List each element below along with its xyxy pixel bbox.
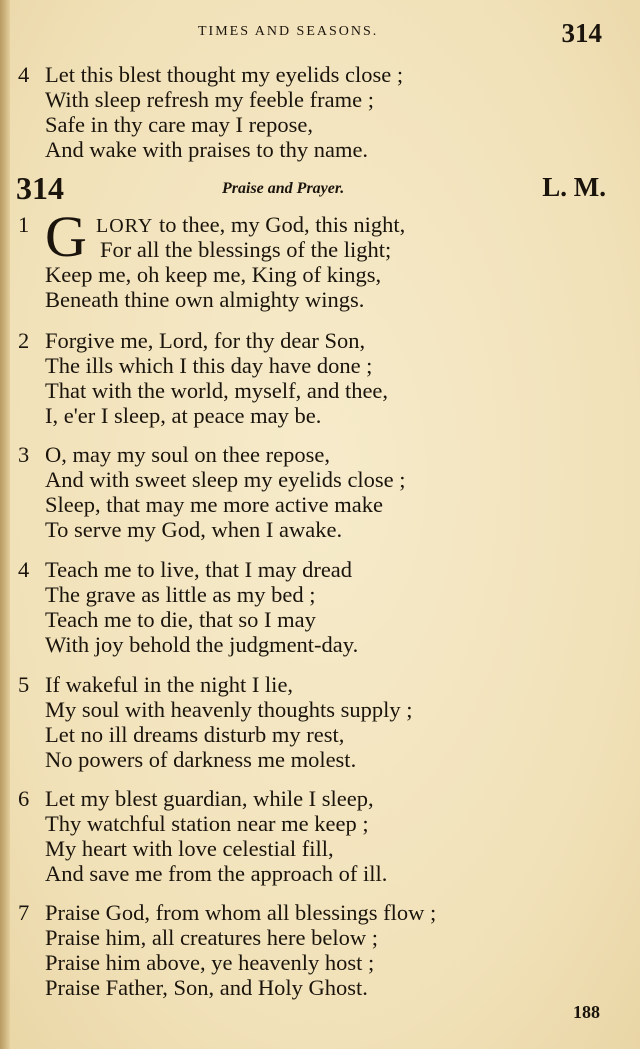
signature-mark: 188 — [573, 1002, 600, 1022]
hymn-verse-3 — [18, 442, 406, 542]
verse-line: For all the blessings of the light; — [100, 237, 392, 262]
verse-line: The ills which I this day have done ; — [45, 353, 373, 378]
verse-line: 6 Let my blest guardian, while I sleep, — [18, 786, 374, 811]
verse-line: 5 If wakeful in the night I lie, — [18, 672, 294, 697]
verse-line: 7 Praise God, from whom all blessings flow ; — [18, 900, 437, 925]
verse-line: And save me from the approach of ill. — [45, 861, 388, 886]
hymn-verse-2 — [18, 328, 388, 428]
verse-line: Safe in thy care may I repose, — [45, 112, 314, 137]
verse-line: 4 Let this blest thought my eyelids close ; — [18, 62, 404, 87]
verse-number: 4 — [18, 62, 30, 87]
verse-line: That with the world, myself, and thee, — [45, 378, 389, 403]
hymn-verse-5 — [18, 672, 413, 772]
verse-number: 2 — [18, 328, 30, 353]
verse-line: With sleep refresh my feeble frame ; — [45, 87, 374, 112]
verse-line: 4 Teach me to live, that I may dread — [18, 557, 353, 582]
verse-number: 3 — [18, 442, 30, 467]
verse-line: Praise him, all creatures here below ; — [45, 925, 378, 950]
hymn-verse-6 — [18, 786, 387, 886]
verse-line: Keep me, oh keep me, King of kings, — [45, 262, 382, 287]
verse-number: 7 — [18, 900, 30, 925]
verse-number: 1 — [18, 212, 30, 237]
verse-line: And with sweet sleep my eyelids close ; — [45, 467, 406, 492]
verse-line: No powers of darkness me molest. — [45, 747, 357, 772]
hymn-meter: L. M. — [542, 172, 606, 202]
verse-line: 3 O, may my soul on thee repose, — [18, 442, 330, 467]
hymn-header — [16, 170, 606, 210]
verse-number: 4 — [18, 557, 30, 582]
hymn-page-label: 314 — [561, 18, 602, 48]
verse-number: 5 — [18, 672, 30, 697]
verse-line: Beneath thine own almighty wings. — [45, 287, 365, 312]
verse-line: My soul with heavenly thoughts supply ; — [45, 697, 413, 722]
verse-line: Praise Father, Son, and Holy Ghost. — [45, 975, 368, 1000]
hymn-verse-1 — [18, 204, 618, 312]
drop-cap: G — [45, 204, 87, 269]
hymn-number: 314 — [16, 170, 64, 206]
running-header: TIMES AND SEASONS. — [198, 24, 379, 39]
verse-line: Sleep, that may me more active make — [45, 492, 383, 517]
verse-line: I, e'er I sleep, at peace may be. — [45, 403, 322, 428]
verse-line: Teach me to die, that so I may — [45, 607, 316, 632]
verse-line: With joy behold the judgment-day. — [45, 632, 359, 657]
verse-number: 6 — [18, 786, 30, 811]
verse-line: And wake with praises to thy name. — [45, 137, 369, 162]
verse-line: The grave as little as my bed ; — [45, 582, 316, 607]
hymn-verse-7 — [18, 900, 436, 1000]
hymn-verse-4 — [18, 557, 358, 657]
previous-hymn-verse — [18, 62, 403, 162]
verse-line: To serve my God, when I awake. — [45, 517, 343, 542]
hymn-title: Praise and Prayer. — [222, 180, 345, 197]
verse-line: LORY to thee, my God, this night, — [96, 212, 406, 237]
verse-line: My heart with love celestial fill, — [45, 836, 334, 861]
verse-line: 2 Forgive me, Lord, for thy dear Son, — [18, 328, 366, 353]
page-binding-edge — [0, 0, 10, 1049]
verse-line: Thy watchful station near me keep ; — [45, 811, 369, 836]
verse-line: Let no ill dreams disturb my rest, — [45, 722, 345, 747]
verse-line: Praise him above, ye heavenly host ; — [45, 950, 375, 975]
